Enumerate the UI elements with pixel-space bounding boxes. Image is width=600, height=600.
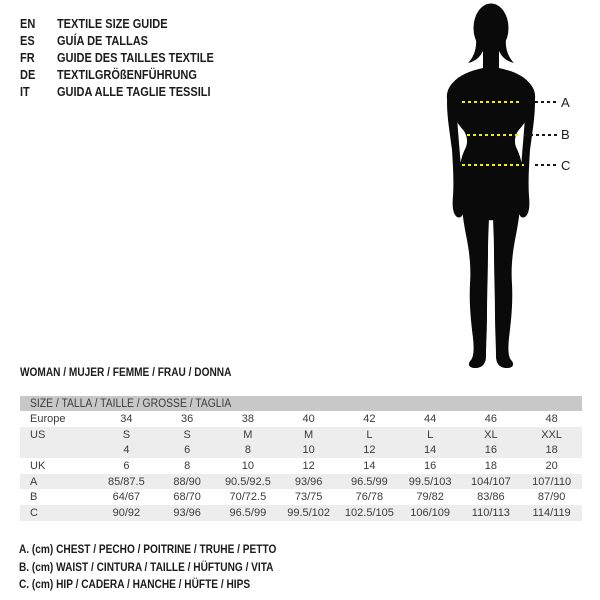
size-cell: 46 xyxy=(484,412,497,425)
size-cell: 96.5/99 xyxy=(218,505,279,521)
size-table-header-row xyxy=(20,396,582,411)
size-cell: 99.5/102 xyxy=(278,505,339,521)
legend-waist: B. (cm) WAIST / CINTURA / TAILLE / HÜFTUNG / VITA xyxy=(19,561,274,574)
legend-hip: C. (cm) HIP / CADERA / HANCHE / HÜFTE / HIPS xyxy=(19,579,251,591)
language-label: TEXTILE SIZE GUIDE xyxy=(56,17,168,31)
size-cell: 107/110 xyxy=(521,474,582,490)
table-row xyxy=(20,442,582,458)
size-table-body xyxy=(20,396,582,521)
row-label: B xyxy=(30,491,38,504)
size-cell: 36 xyxy=(181,412,194,425)
table-row xyxy=(20,458,582,474)
language-row xyxy=(20,33,214,50)
size-cell: S xyxy=(96,427,157,443)
size-table-header-cell xyxy=(20,396,582,411)
row-label: US xyxy=(20,427,96,443)
size-cell: 34 xyxy=(120,412,133,425)
table-row xyxy=(20,474,582,490)
language-code: DE xyxy=(20,68,36,82)
language-label: GUÍA DE TALLAS xyxy=(56,34,149,48)
waist-measure-line-yellow xyxy=(467,134,519,136)
measure-label-a: A xyxy=(561,95,570,110)
size-cell: 12 xyxy=(302,459,315,472)
size-cell: 85/87.5 xyxy=(96,474,157,490)
size-cell: XXL xyxy=(521,427,582,443)
size-cell: 93/96 xyxy=(278,474,339,490)
size-cell: 20 xyxy=(545,459,558,472)
size-cell: 90.5/92.5 xyxy=(218,474,279,490)
size-cell: 6 xyxy=(123,459,130,472)
size-cell: 88/90 xyxy=(157,474,218,490)
hip-measure-line-dark xyxy=(535,164,557,166)
size-cell: 44 xyxy=(424,412,437,425)
size-cell: 93/96 xyxy=(157,505,218,521)
size-cell: M xyxy=(218,427,279,443)
size-cell: 6 xyxy=(157,442,218,458)
size-cell: 96.5/99 xyxy=(339,474,400,490)
size-table-header-text: SIZE / TALLA / TAILLE / GRÖSSE / TAGLIA xyxy=(30,397,232,410)
size-cell: L xyxy=(339,427,400,443)
language-row xyxy=(20,67,214,84)
size-cell: 16 xyxy=(461,442,522,458)
size-cell: L xyxy=(400,427,461,443)
size-cell: 8 xyxy=(218,442,279,458)
size-cell: 79/82 xyxy=(416,491,444,504)
language-row xyxy=(20,84,214,101)
row-label xyxy=(20,442,96,458)
size-cell: M xyxy=(278,427,339,443)
size-cell: 10 xyxy=(278,442,339,458)
size-cell: 64/67 xyxy=(112,491,141,504)
size-cell: 18 xyxy=(484,459,497,472)
measurement-legend xyxy=(19,542,276,595)
size-cell: 8 xyxy=(184,459,191,472)
size-cell: 90/92 xyxy=(96,505,157,521)
size-cell: 76/78 xyxy=(355,491,384,504)
row-label: UK xyxy=(30,459,46,472)
language-label: GUIDE DES TAILLES TEXTILE xyxy=(56,51,214,65)
language-code: ES xyxy=(20,34,35,48)
measure-label-b: B xyxy=(561,127,570,142)
size-cell: 106/109 xyxy=(400,505,461,521)
size-cell: 10 xyxy=(241,459,254,472)
size-cell: XL xyxy=(461,427,522,443)
size-cell: 40 xyxy=(302,412,315,425)
table-row xyxy=(20,427,582,443)
size-cell: 14 xyxy=(363,459,376,472)
size-cell: 18 xyxy=(521,442,582,458)
size-cell: 38 xyxy=(241,412,254,425)
size-cell: 70/72.5 xyxy=(229,491,267,504)
language-code: IT xyxy=(20,85,30,99)
size-cell: 48 xyxy=(545,412,558,425)
size-cell: 73/75 xyxy=(294,491,323,504)
language-row xyxy=(20,16,214,33)
woman-silhouette xyxy=(430,0,580,375)
chest-measure-line-yellow xyxy=(462,101,521,103)
size-cell: 83/86 xyxy=(477,491,505,504)
size-cell: 104/107 xyxy=(461,474,522,490)
size-cell: 114/119 xyxy=(521,505,582,521)
size-cell: 68/70 xyxy=(173,491,201,504)
row-label: C xyxy=(20,505,96,521)
table-row xyxy=(20,411,582,427)
size-cell: 16 xyxy=(424,459,437,472)
size-cell: 110/113 xyxy=(461,505,522,521)
language-title-block xyxy=(20,16,214,101)
size-cell: 12 xyxy=(339,442,400,458)
table-row xyxy=(20,505,582,521)
table-row xyxy=(20,489,582,505)
size-cell: 4 xyxy=(96,442,157,458)
section-title-woman: WOMAN / MUJER / FEMME / FRAU / DONNA xyxy=(20,367,232,379)
hip-measure-line-yellow xyxy=(462,164,524,166)
legend-chest: A. (cm) CHEST / PECHO / POITRINE / TRUHE / PETTO xyxy=(19,544,277,556)
size-cell: 14 xyxy=(400,442,461,458)
language-code: FR xyxy=(20,51,35,65)
language-row xyxy=(20,50,214,67)
waist-measure-line-dark xyxy=(524,134,557,136)
size-cell: S xyxy=(157,427,218,443)
row-label: A xyxy=(20,474,96,490)
size-cell: 87/90 xyxy=(537,491,566,504)
size-table xyxy=(20,396,582,521)
size-cell: 99.5/103 xyxy=(400,474,461,490)
size-cell: 42 xyxy=(363,412,376,425)
language-label: TEXTILGRÖßENFÜHRUNG xyxy=(56,68,197,82)
chest-measure-line-dark xyxy=(529,101,557,103)
measure-label-c: C xyxy=(561,158,571,173)
row-label: Europe xyxy=(30,412,66,425)
language-label: GUIDA ALLE TAGLIE TESSILI xyxy=(56,85,211,99)
size-cell: 102.5/105 xyxy=(339,505,400,521)
language-code: EN xyxy=(20,17,36,31)
